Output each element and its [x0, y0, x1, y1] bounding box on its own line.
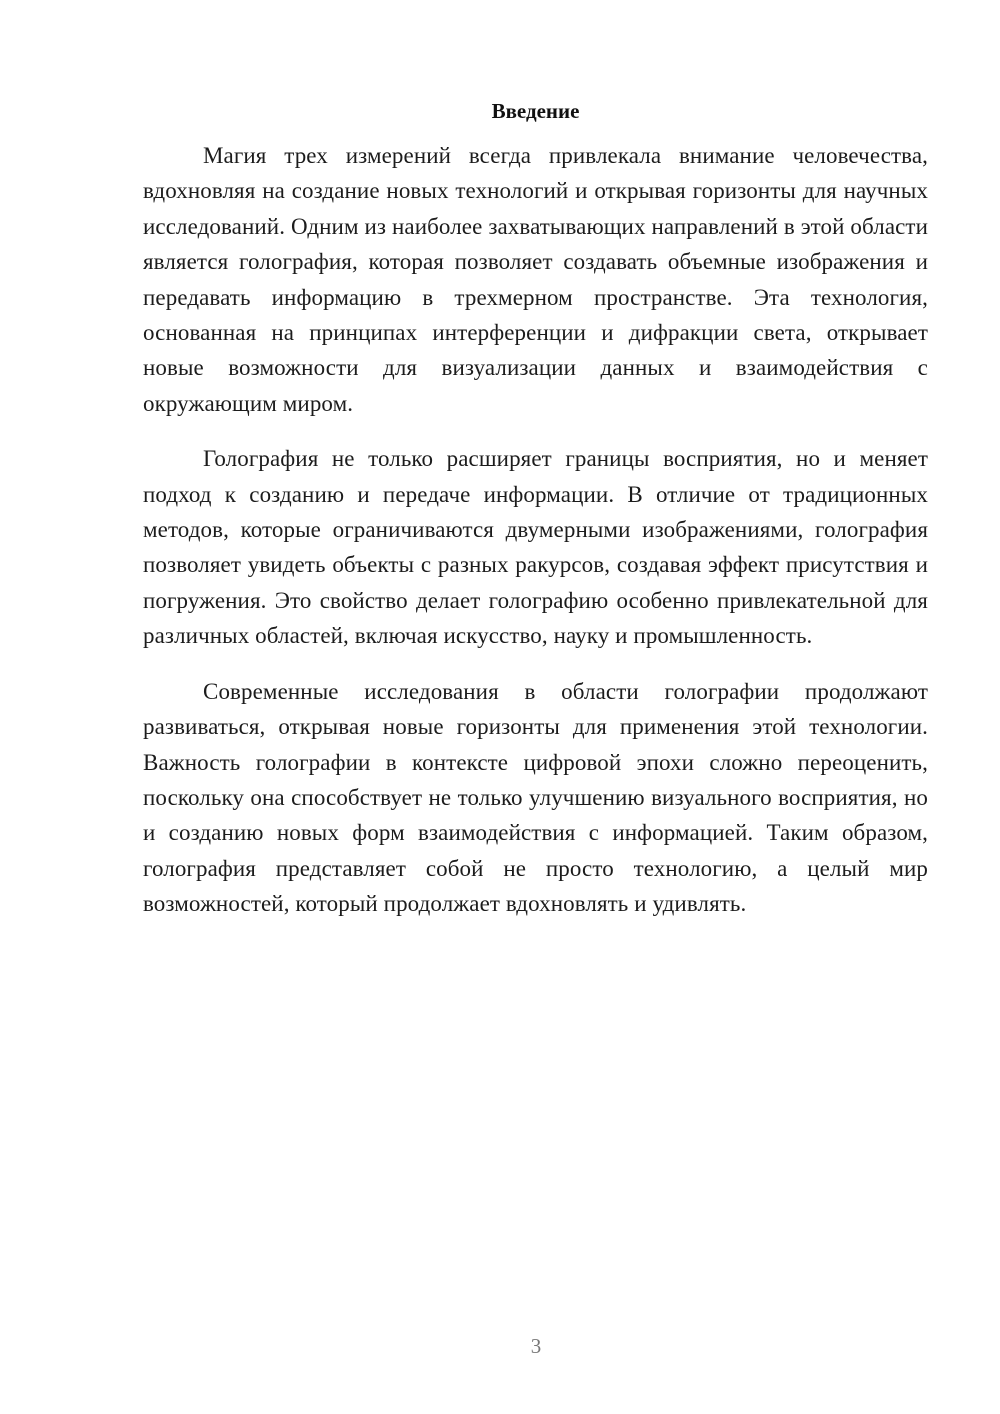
page-content — [143, 96, 928, 942]
paragraph-2: Голография не только расширяет границы восприятия, но и меняет подход к созданию и передаче информации. В отличие от традиционных методов, которые ограничиваются двумерными изображениями, голография позволяет увидеть объекты с разных ракурсов, создавая эффект присутствия и погружения. Это свойство делает голографию особенно привлекательной для различных областей, включая искусство, науку и промышленность. — [143, 446, 928, 649]
page-number: 3 — [530, 1334, 542, 1358]
paragraph-1: Магия трех измерений всегда привлекала внимание человечества, вдохновляя на создание новых технологий и открывая горизонты для научных исследований. Одним из наиболее захватывающих направлений в этой области является голография, которая позволяет создавать объемные изображения и передавать информацию в трехмерном пространстве. Эта технология, основанная на принципах интерференции и дифракции света, открывает новые возможности для визуализации данных и взаимодействия с окружающим миром. — [143, 143, 928, 416]
paragraph-3: Современные исследования в области голографии продолжают развиваться, открывая новые горизонты для применения этой технологии. Важность голографии в контексте цифровой эпохи сложно переоценить, поскольку она способствует не только улучшению визуального восприятия, но и созданию новых форм взаимодействия с информацией. Таким образом, голография представляет собой не просто технологию, а целый мир возможностей, который продолжает вдохновлять и удивлять. — [143, 678, 928, 917]
section-title: Введение — [491, 99, 580, 123]
